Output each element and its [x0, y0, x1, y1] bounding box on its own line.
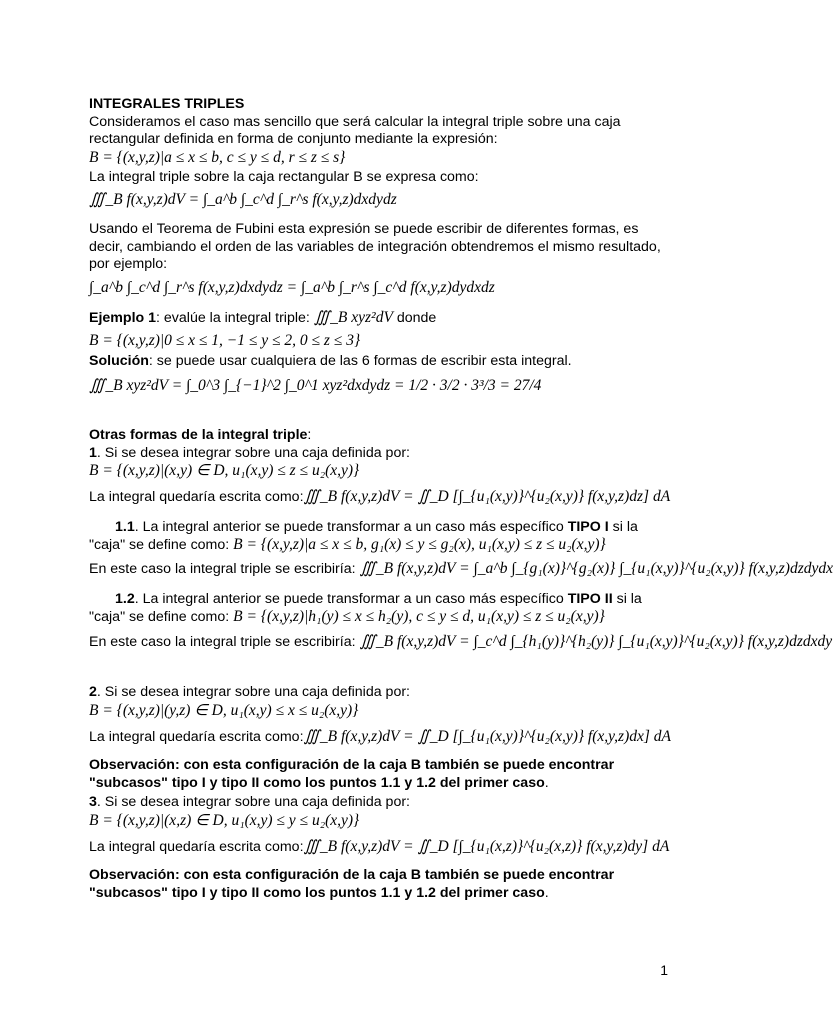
case1-integral-equation: ∭_B f(x,y,z)dV = ∬_D [∫_{u₁(x,y)}^{u₂(x,y)} f(x,y,z)dz] dA [303, 488, 671, 505]
case1-number: 1 [89, 445, 97, 461]
case3-integral [89, 838, 720, 856]
observacion-2-label: Observación [89, 867, 175, 883]
observacion-2-dot: . [544, 885, 549, 901]
fubini-line-2: decir, cambiando el orden de las variables de integración obtendremos el mismo resultado, [89, 239, 661, 255]
case2-number: 2 [89, 684, 97, 700]
case3-line [89, 793, 720, 811]
page-number: 1 [660, 962, 668, 978]
case11-caja: "caja" se define como: [89, 537, 230, 553]
case1-text: . Si se desea integrar sobre una caja definida por: [96, 445, 410, 461]
equation-box: B = {(x,y,z)|a ≤ x ≤ b, c ≤ y ≤ d, r ≤ z ≤ s} [89, 149, 346, 166]
case2-line [89, 683, 720, 701]
equation-solucion: ∭_B xyz²dV = ∫_0^3 ∫_{−1}^2 ∫_0^1 xyz²dxdydz = 1/2 · 3/2 · 3³/3 = 27/4 [89, 377, 542, 394]
case12-caja: "caja" se define como: [89, 609, 230, 625]
case2-integral-equation: ∭_B f(x,y,z)dV = ∬_D [∫_{u₁(x,y)}^{u₂(x,y)} f(x,y,z)dx] dA [303, 728, 672, 745]
case1-integral-text: La integral quedaría escrita como: [89, 489, 304, 505]
otras-colon: : [307, 427, 312, 443]
case11-equation: B = {(x,y,z)|a ≤ x ≤ b, g₁(x) ≤ y ≤ g₂(x), u₁(x,y) ≤ z ≤ u₂(x,y)} [233, 536, 606, 553]
intro-line-1: Consideramos el caso mas sencillo que será calcular la integral triple sobre una caja [89, 114, 621, 130]
case12-number: 1.2 [115, 591, 135, 607]
case3-equation: B = {(x,y,z)|(x,z) ∈ D, u₁(x,y) ≤ y ≤ u₂(x,y)} [89, 812, 360, 829]
intro-line-2: rectangular definida en forma de conjunto mediante la expresión: [89, 131, 498, 147]
observacion-1-text: : con esta configuración de la caja B también se puede encontrar [174, 757, 615, 773]
case1-line [89, 444, 720, 462]
ejemplo-label: Ejemplo 1 [89, 310, 157, 326]
case2-equation: B = {(x,y,z)|(y,z) ∈ D, u₁(x,y) ≤ x ≤ u₂(x,y)} [89, 702, 359, 719]
page-title: INTEGRALES TRIPLES [89, 96, 245, 112]
ejemplo-donde: donde [396, 310, 437, 326]
otras-heading [89, 426, 720, 444]
case12-tipo: TIPO II [567, 591, 613, 607]
equation-box-2: B = {(x,y,z)|0 ≤ x ≤ 1, −1 ≤ y ≤ 2, 0 ≤ z ≤ 3} [89, 332, 361, 349]
solucion-line [89, 352, 720, 370]
observacion-1-label: Observación [89, 757, 175, 773]
observacion-1-dot: . [544, 775, 549, 791]
case3-integral-equation: ∭_B f(x,y,z)dV = ∬_D [∫_{u₁(x,z)}^{u₂(x,z)} f(x,y,z)dy] dA [303, 838, 670, 855]
ejemplo-text: : evalúe la integral triple: [156, 310, 310, 326]
case12-integral-equation: ∭_B f(x,y,z)dV = ∫_c^d ∫_{h₁(y)}^{h₂(y)} ∫_{u₁(x,y)}^{u₂(x,y)} f(x,y,z)dzdxdy [359, 633, 833, 650]
case12-equation: B = {(x,y,z)|h₁(y) ≤ x ≤ h₂(y), c ≤ y ≤ d, u₁(x,y) ≤ z ≤ u₂(x,y)} [233, 608, 605, 625]
case3-text: . Si se desea integrar sobre una caja definida por: [96, 794, 410, 810]
observacion-2-text-2: "subcasos" tipo I y tipo II como los puntos 1.1 y 1.2 del primer caso [89, 885, 545, 901]
case11-integral-text: En este caso la integral triple se escribiría: [89, 561, 356, 577]
observacion-1-line-2 [89, 774, 720, 792]
otras-label: Otras formas de la integral triple [89, 427, 308, 443]
case11-integral [89, 560, 833, 578]
case2-integral [89, 728, 720, 746]
case2-text: . Si se desea integrar sobre una caja definida por: [96, 684, 410, 700]
case12-line [115, 590, 720, 608]
ejemplo-equation: ∭_B xyz²dV [313, 309, 393, 326]
case12-caja-line [89, 608, 720, 626]
case2-integral-text: La integral quedaría escrita como: [89, 729, 304, 745]
case11-number: 1.1 [115, 519, 135, 535]
equation-fubini: ∫_a^b ∫_c^d ∫_r^s f(x,y,z)dxdydz = ∫_a^b ∫_r^s ∫_c^d f(x,y,z)dydxdz [89, 279, 495, 296]
observacion-1-line [89, 756, 720, 774]
case12-integral-text: En este caso la integral triple se escribiría: [89, 634, 356, 650]
case1-equation: B = {(x,y,z)|(x,y) ∈ D, u₁(x,y) ≤ z ≤ u₂(x,y)} [89, 462, 360, 479]
solucion-text: : se puede usar cualquiera de las 6 formas de escribir esta integral. [148, 353, 572, 369]
ejemplo-line [89, 309, 720, 327]
case11-si: si la [612, 519, 638, 535]
solucion-label: Solución [89, 353, 149, 369]
case11-caja-line [89, 536, 720, 554]
observacion-1-text-2: "subcasos" tipo I y tipo II como los puntos 1.1 y 1.2 del primer caso [89, 775, 545, 791]
observacion-2-line [89, 866, 720, 884]
equation-triple: ∭_B f(x,y,z)dV = ∫_a^b ∫_c^d ∫_r^s f(x,y,z)dxdydz [89, 191, 397, 208]
case12-integral [89, 633, 833, 651]
triple-intro: La integral triple sobre la caja rectangular B se expresa como: [89, 169, 479, 185]
case3-number: 3 [89, 794, 97, 810]
observacion-2-line-2 [89, 884, 720, 902]
fubini-line-3: por ejemplo: [89, 256, 168, 272]
case1-integral [89, 488, 720, 506]
case11-tipo: TIPO I [567, 519, 609, 535]
case11-integral-equation: ∭_B f(x,y,z)dV = ∫_a^b ∫_{g₁(x)}^{g₂(x)} ∫_{u₁(x,y)}^{u₂(x,y)} f(x,y,z)dzdydx [359, 560, 833, 577]
case12-si: si la [616, 591, 642, 607]
observacion-2-text: : con esta configuración de la caja B también se puede encontrar [174, 867, 615, 883]
case11-text: . La integral anterior se puede transformar a un caso más específico [134, 519, 564, 535]
case12-text: . La integral anterior se puede transformar a un caso más específico [134, 591, 564, 607]
case11-line [115, 518, 720, 536]
fubini-line-1: Usando el Teorema de Fubini esta expresión se puede escribir de diferentes formas, es [89, 221, 639, 237]
case3-integral-text: La integral quedaría escrita como: [89, 839, 304, 855]
